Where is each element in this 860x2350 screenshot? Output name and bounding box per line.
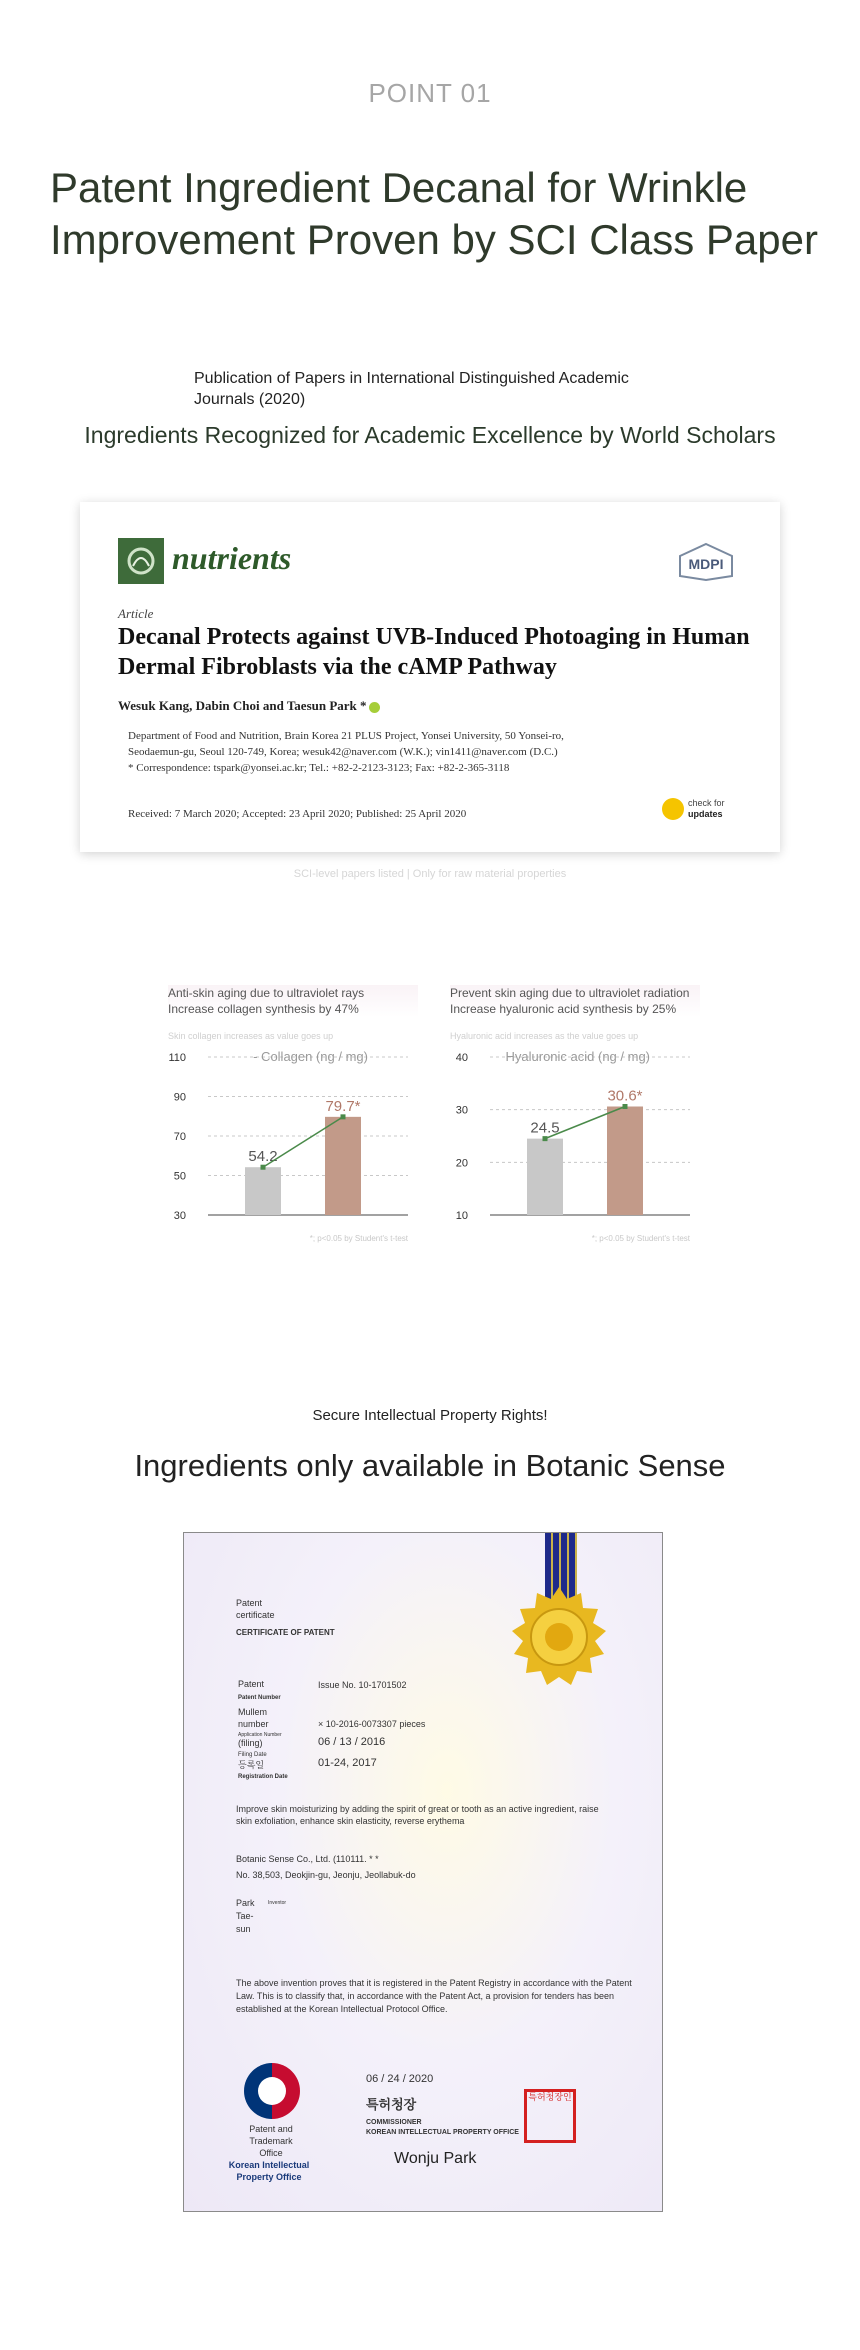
korea-emblem-icon [244,2063,300,2119]
gold-seal-icon [504,1585,614,1695]
chart-heading [168,985,418,1017]
chart-heading-line: Increase collagen synthesis by 47% [168,1002,359,1016]
hyaluronic-chart [450,985,700,1285]
affiliation-line: Seodaemun-gu, Seoul 120-749, Korea; wesuk42@naver.com (W.K.); vin1411@naver.com (D.C.) [128,746,558,758]
cert-issue-date: 06 / 24 / 2020 [366,2073,434,2085]
orcid-icon [369,702,380,713]
red-stamp-icon: 특허청장인 [524,2089,576,2143]
cert-app-number: × 10-2016-0073307 pieces [318,1719,426,1729]
cert-invention: Improve skin moisturizing by adding the spirit of great or tooth as an active ingredient, raise skin exfoliation, enhance skin elasticity, reverse erythema [236,1804,599,1826]
chart-title: Hyaluronic acid (ng / mg) [505,1049,650,1064]
y-tick-label: 30 [173,1210,186,1222]
chart-heading [450,985,700,1017]
data-label: 30.6* [607,1087,643,1105]
collagen-chart-svg [168,1045,418,1285]
cert-app-number-label: Application Number [238,1732,282,1738]
y-tick-label: 20 [455,1157,468,1170]
cert-inventor-note: Inventor [268,1900,287,1906]
cert-mullem: Mullem [238,1707,268,1717]
article-type: Article [118,606,154,621]
patent-certificate [183,1532,663,2212]
mdpi-logo-icon [676,542,736,582]
cert-registration-date: 01-24, 2017 [318,1757,377,1769]
data-label: 54.2 [248,1148,278,1166]
check-icon [662,798,684,820]
cert-office-line: Trademark [249,2136,293,2146]
page-title: Patent Ingredient Decanal for Wrinkle Improvement Proven by SCI Class Paper [50,164,818,263]
cert-patent-number-label: Patent Number [238,1695,281,1701]
collagen-chart [168,985,418,1285]
trend-point [341,1114,346,1119]
chart-note: *; p<0.05 by Student's t-test [591,1234,690,1243]
nutrients-logo-icon [118,538,164,584]
chart-hint: Skin collagen increases as value goes up [168,1031,334,1041]
chart-heading-line: Prevent skin aging due to ultraviolet radiation [450,986,690,1000]
cert-issue-no: Issue No. 10-1701502 [318,1680,407,1690]
publication-subtitle: Ingredients Recognized for Academic Excellence by World Scholars [84,422,776,448]
cert-address: No. 38,503, Deokjin-gu, Jeonju, Jeollabuk-do [236,1870,416,1880]
affiliation-line: Department of Food and Nutrition, Brain Korea 21 PLUS Project, Yonsei University, 50 Yonsei-ro, [128,730,564,742]
y-tick-label: 110 [168,1052,186,1064]
y-tick-label: 10 [455,1210,468,1222]
journal-name: nutrients [172,540,292,576]
chart-title: - Collagen (ng / mg) [253,1049,368,1064]
check-updates-text [688,798,725,820]
paper-card [80,502,780,852]
chart-heading-line: Anti-skin aging due to ultraviolet rays [168,986,365,1000]
paper-affiliation [128,728,728,776]
mdpi-text: MDPI [688,556,724,572]
certificate-title: Ingredients only available in Botanic Sense [134,1448,726,1483]
paper-caption: SCI-level papers listed | Only for raw material properties [293,868,567,880]
point-label: POINT 01 [368,78,492,108]
cert-statement: The above invention proves that it is registered in the Patent Registry in accordance with the Patent Law. This is to classify that, in accordance with the Patent Act, a provision for tenders has been established at the Korean Intellectual Protocol Office. [236,1978,632,2014]
cert-signatory: Wonju Park [394,2150,477,2167]
cert-filing-date: 06 / 13 / 2016 [318,1736,386,1748]
bar [325,1117,361,1215]
trend-point [543,1136,548,1141]
cert-filing: (filing) [238,1738,263,1748]
certificate-intro: Secure Intellectual Property Rights! [312,1407,548,1424]
chart-heading-line: Increase hyaluronic acid synthesis by 25% [450,1002,677,1016]
y-tick-label: 40 [455,1052,468,1064]
y-tick-label: 30 [455,1104,468,1117]
trend-point [623,1104,628,1109]
y-tick-label: 50 [173,1170,186,1183]
bar [607,1107,643,1215]
cert-office-line: Korean Intellectual [228,2160,310,2170]
cert-office-en: KOREAN INTELLECTUAL PROPERTY OFFICE [366,2129,519,2136]
paper-authors [118,698,380,714]
paper-dates: Received: 7 March 2020; Accepted: 23 April 2020; Published: 25 April 2020 [128,808,467,820]
cert-office-line: Office [259,2148,283,2158]
chart-note: *; p<0.05 by Student's t-test [309,1234,408,1243]
cert-inventor: sun [236,1924,251,1934]
cert-patent-label: Patent [238,1679,265,1689]
cert-commissioner: COMMISSIONER [366,2119,422,2126]
check-updates-badge[interactable] [662,796,734,826]
cert-registration-ko: 등록일 [238,1760,265,1770]
hyaluronic-chart-svg [450,1045,700,1285]
cert-registration-label: Registration Date [238,1774,288,1780]
correspondence-line: * Correspondence: tspark@yonsei.ac.kr; Tel.: +82-2-2123-3123; Fax: +82-2-365-3118 [128,762,510,774]
bar [527,1139,563,1215]
cert-filing-date-label: Filing Date [238,1752,267,1758]
cert-number: number [238,1719,269,1729]
authors-text: Wesuk Kang, Dabin Choi and Taesun Park * [118,698,367,713]
cert-office-line: Patent and [249,2124,293,2134]
updates-line: updates [688,809,723,819]
cert-office-line: Property Office [236,2172,302,2182]
trend-point [261,1165,266,1170]
bar [245,1167,281,1215]
y-tick-label: 70 [173,1131,186,1143]
paper-title: Decanal Protects against UVB-Induced Photoaging in Human Dermal Fibroblasts via the cAMP Pathway [118,624,750,680]
publication-label: Publication of Papers in International Distinguished Academic Journals (2020) [194,370,629,408]
cert-certificate-word: certificate [236,1610,275,1620]
chart-hint: Hyaluronic acid increases as the value goes up [450,1031,639,1041]
cert-heading: CERTIFICATE OF PATENT [236,1628,335,1637]
check-line: check for [688,798,725,808]
data-label: 24.5 [530,1119,560,1137]
cert-company: Botanic Sense Co., Ltd. (110111. * * [236,1854,379,1864]
cert-inventor: Tae- [236,1911,254,1921]
cert-office-ko: 특허청장 [366,2097,417,2112]
data-label: 79.7* [325,1097,361,1115]
cert-patent-word: Patent [236,1598,263,1608]
y-tick-label: 90 [173,1091,186,1104]
cert-inventor: Park [236,1898,255,1908]
